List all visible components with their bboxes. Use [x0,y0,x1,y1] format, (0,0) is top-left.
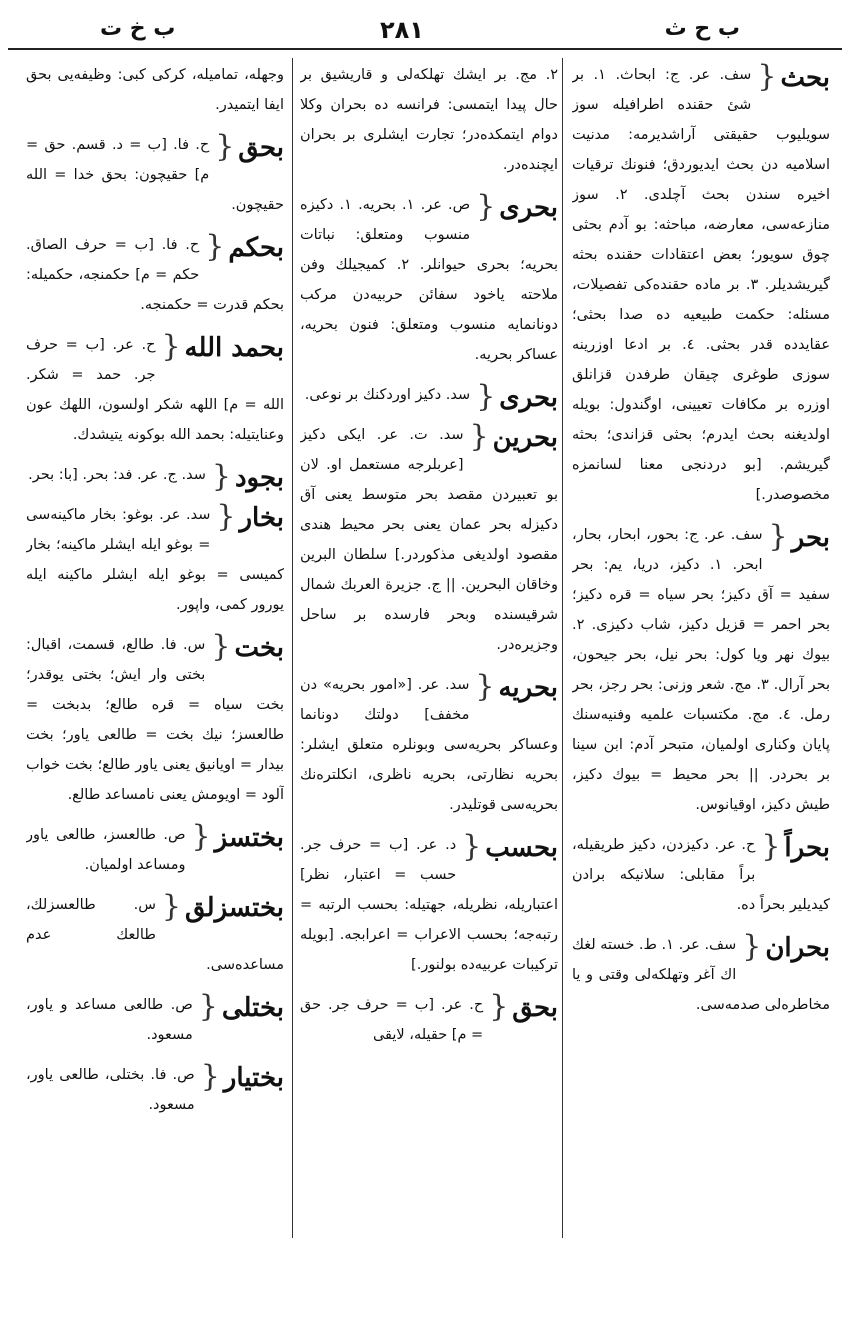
dictionary-entry [300,830,558,980]
dictionary-entry [572,930,830,1020]
definition: سد. عر. بوغو: بخار ماكینه‌سی = بوغو ایله ایشلر ماكینه؛ بخار كمیسی = بوغو ایله ایشلر ماكینه ایله یورور كمی، واپور. [26,507,284,613]
definition: سف. عر. ١. ط. خسته لغك اك آغر وتهلكه‌لی وقتی و یا مخاطره‌لی صدمه‌سی. [572,937,830,1013]
headword: بحری { [476,190,558,225]
dictionary-entry [300,990,558,1050]
definition: سف. عر. ج: بحور، ابحار، بحار، ابحر. ١. دكیز، دریا، یم: بحر سفید = آق دكیز؛ بحر سیاه = قره دكیز؛ بحر احمر = قزیل دكیز، شاب دكیزی. ٢. بیوك نهر ویا كول: بحر نیل، بحر جیحون، بحر آرال. ٣. مج. شعر وزنی: بحر رجز، بحر رمل. ٤. مج. مكتسبات علمیه وفنیه‌سنك پایان وكناری اولمیان، متبحر آدم: ابن سینا بر بحردر. || بحر محیط = بیوك دكیز، طیش دكیز، اوقیانوس. [572,527,830,813]
headword: بحث { [757,60,830,95]
dictionary-entry [300,380,558,413]
header-left-letters: ب خ ت [100,16,176,41]
column-divider-right [562,58,563,1238]
dictionary-entry [26,990,284,1050]
dictionary-entry [572,60,830,510]
definition: د. عر. [ب = حرف جر. حسب = اعتبار، نظر] اعتباریله، نظریله، جهتیله: بحسب الرتبه = رتبه‌جه؛ بحسب الاعراب = اعرابجه. [بویله تركیبات عربیه‌ده بولنور.] [300,837,558,973]
definition: سد. عر. [«امور بحریه» دن مخفف] دولتك دونانما وعساكر بحریه‌سی وبونلره متعلق ایشلر: بحریه نظارتی، بحریه ناظری، انكلتره‌نك بحریه‌سی قوتلیدر. [300,677,558,813]
headword: بحراً { [761,830,830,865]
headword: بجود { [212,460,284,495]
definition: س. فا. طالع، قسمت، اقبال: بختی وار ایش؛ بختی یوقدر؛ بخت سیاه = قره طالع؛ بدبخت = طالعسز؛ نیك بخت = طالعی یاور؛ بخت بیدار = اویانیق یعنی یاور طالع؛ بخت خواب آلود = اویومش یعنی نامساعد طالع. [26,637,284,803]
headword: بحق { [215,130,284,165]
definition: ح. عر. [ب = حرف جر. حق = م] حقیله، لایقی [300,997,484,1043]
definition: وجهله، تمامیله، كركی كبی: وظیفه‌یی بحق ایفا ایتمیدر. [26,67,284,113]
page-number: ٢٨١ [380,16,424,44]
headword: بخار { [216,500,284,535]
dictionary-entry [26,460,284,493]
definition: ص. طالعی مساعد و یاور، مسعود. [26,997,193,1043]
definition: سف. عر. ج: ابحاث. ١. بر شیٔ حقنده اطرافیله سوز سویلیوب حقیقتی آراشدیرمه: مدنیت اسلامیه دن بحث ایدیوردق؛ فنونك ترقیات اخیره سندن بحث آچلدی. ٢. سوز منازعه‌سی، معارضه، مباحثه: بو آدم بحثی چوق سویور؛ بعض اعتقادات حقنده بحثه گیریشدیلر. ٣. بر ماده حقنده‌كی تفصیلات، مسئله: حكمت طبیعیه ده صدا بحثی؛ عقایدده قدر بحثی. ٤. بر ادعا اوزرینه سوزی طوغری چیقان طرفدن قزانلق اوزره بر مكافات تعیینی، اوگندول: بویله اولدیغنه بحث ایدرم؛ بحثی قزاندی؛ بحثه گیریشم. [بو دردنجی معنا لسانمزه مخصوصدر.] [572,67,830,503]
definition: ص. فا. بختلی، طالعی یاور، مسعود. [26,1067,195,1113]
headword: بختیار { [201,1060,284,1095]
definition: ح. عر. دكیزدن، دكیز طریقیله، براً مقابلی: سلانیكه برادن كیدیلیر بحراً ده. [572,837,830,913]
dictionary-entry-continued [300,60,558,180]
dictionary-entry [26,500,284,620]
definition: ص. طالعسز، طالعی یاور ومساعد اولمیان. [26,827,186,873]
dictionary-entry [300,190,558,370]
headword: بختسزلق { [162,890,284,925]
headword: بحسب { [462,830,558,865]
dictionary-entry [26,630,284,810]
column-right [572,60,830,1230]
dictionary-entry [26,330,284,450]
header-right-letters: ب ح ث [664,16,740,41]
dictionary-entry [26,130,284,220]
definition: ح. فا. [ب = د. قسم. حق = م] حقیچون: بحق خدا = الله حقیچون. [26,137,284,213]
headword: بحری { [476,380,558,415]
headword: بختسز { [192,820,285,855]
headword: بحران { [742,930,830,965]
definition: ح. عر. [ب = حرف جر. حمد = شكر. الله = م] اللهه شكر اولسون، اللهك عون وعنایتیله: بحمد الله بوكونه یتیشدك. [26,337,284,443]
dictionary-entry-continued [26,60,284,120]
dictionary-entry [26,820,284,880]
dictionary-entry [26,1060,284,1120]
dictionary-entry [26,230,284,320]
dictionary-entry [300,670,558,820]
definition: ٢. مج. بر ایشك تهلكه‌لی و قاریشیق بر حال پیدا ایتمسی: فرانسه ده بحران وكلا دوام ایتمكده‌در؛ تجارت ایشلری بر بحران ایچنده‌در. [300,67,558,173]
dictionary-entry [300,420,558,660]
headword: بختلی { [199,990,284,1025]
column-center [300,60,558,1230]
headword: بحق { [489,990,558,1025]
page-header [0,10,850,44]
definition: س. طالعسزلك، طالعك عدم مساعده‌سی. [26,897,284,973]
headword: بحریه { [475,670,558,705]
headword: بحكم { [205,230,284,265]
dictionary-entry [26,890,284,980]
definition: ح. فا. [ب = حرف الصاق. حكم = م] حكمنجه، حكمیله: بحكم قدرت = حكمنجه. [26,237,284,313]
header-rule [8,48,842,50]
column-left [26,60,284,1230]
headword: بخت { [211,630,284,665]
column-divider-left [292,58,293,1238]
definition: سد. ج. عر. فد: بحر. [با: بحر. [28,467,206,483]
headword: بحر { [769,520,830,555]
dictionary-entry [572,830,830,920]
dictionary-entry [572,520,830,820]
headword: بحمد الله { [161,330,284,365]
definition: سد. دكیز اوردكنك بر نوعی. [304,387,471,403]
definition: ص. عر. ١. بحریه. ١. دكیزه منسوب ومتعلق: نباتات بحریه؛ بحری حیوانلر. ٢. كمیجیلك وفن ملاحته یاخود سفائن حربیه‌دن مركب دونانمایه منسوب ومتعلق: فنون بحریه، عساكر بحریه. [300,197,558,363]
headword: بحرین { [470,420,559,455]
definition: سد. ت. عر. ایكی دكیز [عربلرجه مستعمل او. لان بو تعبیردن مقصد بحر متوسط یعنی آق دكیزله بحر عمان یعنی بحر محیط هندی مقصود اولدیغی مذكوردر.] سلطان البرین وخاقان البحرین. || ج. جزیرة العربك شمال شرقیسنده وبحر فارسده بر ساحل وجزیره‌در. [300,427,558,653]
